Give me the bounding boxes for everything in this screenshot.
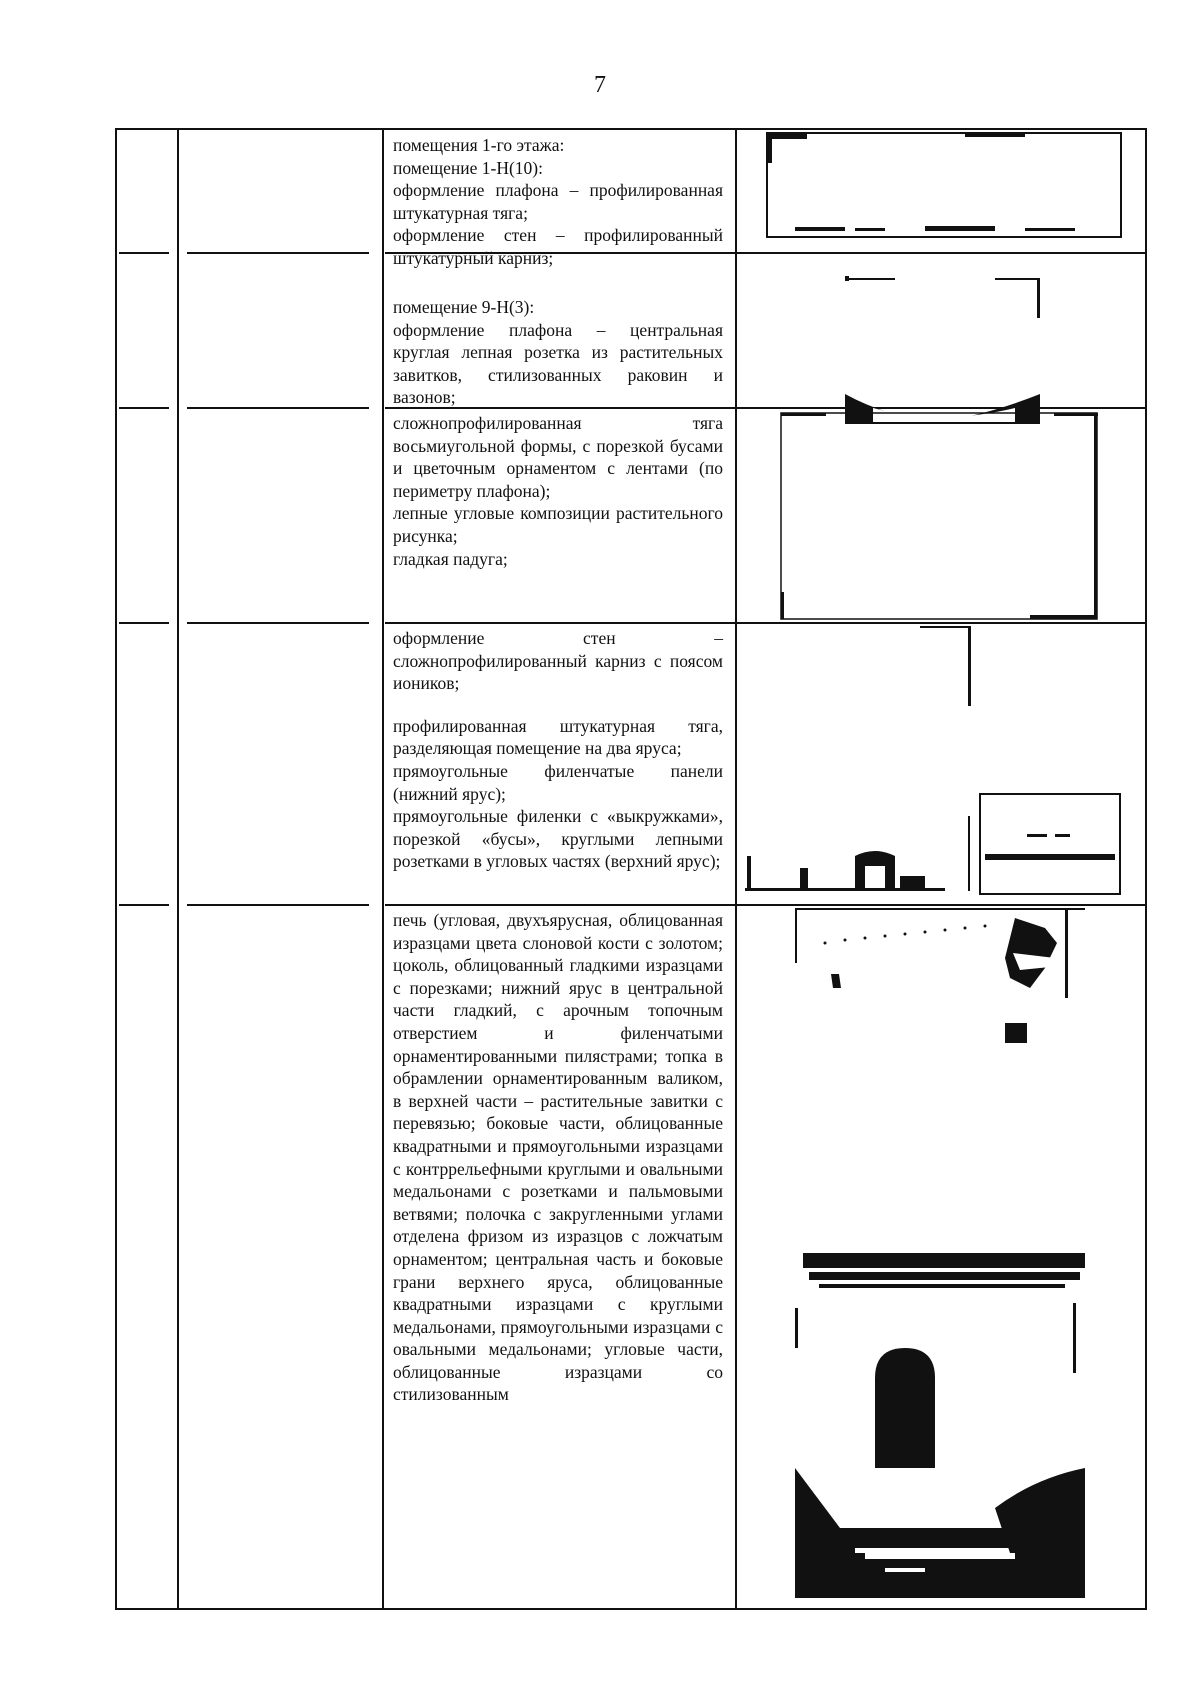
row-3-line-1: сложнопрофилированная тяга восьмиугольной формы, с порезкой бусами и цветочным орнаментом с лентами (по периметру плафона); <box>393 413 723 501</box>
object-description-table <box>115 128 1147 1610</box>
row-1-line-4: оформление стен – профилированный штукатурный карниз; <box>393 225 723 268</box>
ceiling-molding-photo <box>765 131 1125 241</box>
row-2-description <box>393 296 723 409</box>
row-3-line-2: лепные угловые композиции растительного рисунка; <box>393 503 723 546</box>
row-1-description <box>393 134 723 270</box>
column-divider-2 <box>382 128 384 1610</box>
row-1-line-3: оформление плафона – профилированная штукатурная тяга; <box>393 180 723 223</box>
column-divider-1 <box>177 128 179 1610</box>
row-4-line-1: оформление стен – сложнопрофилированный карниз с поясом иоников; <box>393 628 723 694</box>
row-4-line-3: прямоугольные филенчатые панели (нижний ярус); <box>393 760 723 804</box>
row-3-line-3: гладкая падуга; <box>393 548 508 569</box>
row-4-line-2: профилированная штукатурная тяга, разделяющая помещение на два яруса; <box>393 715 723 759</box>
row-2-line-1: помещение 9-Н(3): <box>393 297 535 317</box>
octagonal-molding-photo <box>780 412 1100 622</box>
row-4-description <box>393 627 723 873</box>
row-3-description <box>393 412 723 570</box>
row-1-line-2: помещение 1-Н(10): <box>393 157 543 178</box>
row-4-line-4: прямоугольные филенки с «выкружками», порезкой «бусы», круглыми лепными розетками в угловых частях (верхний ярус); <box>393 806 723 872</box>
tiled-stove-photo <box>795 908 1095 1598</box>
page-number: 7 <box>594 72 606 98</box>
ceiling-rosette-photo <box>845 276 1045 426</box>
column-divider-3 <box>735 128 737 1610</box>
wall-cornice-photo <box>745 626 1145 896</box>
row-5-description <box>393 909 723 1406</box>
row-2-line-2: оформление плафона – центральная круглая лепная розетка из растительных завитков, стилизованных раковин и вазонов; <box>393 319 723 408</box>
row-5-line-1: печь (угловая, двухъярусная, облицованная изразцами цвета слоновой кости с золотом; цоколь, облицованный гладкими изразцами с порезками; нижний ярус в центральной части гладкий, с арочным топочным отверстием и филенчатыми орнаментированными пилястрами; топка в обрамлении орнаментированным валиком, в верхней части – растительные завитки с перевязью; боковые части, облицованные квадратными и прямоугольными изразцами с контррельефными круглыми и овальными медальонами с розетками и пальмовыми ветвями; полочка с закругленными углами отделена фризом из изразцов с ложчатым орнаментом; центральная часть и боковые грани верхнего яруса, облицованные квадратными изразцами с круглыми медальонами, прямоугольными изразцами с овальными медальонами; угловые части, облицованные изразцами со стилизованным <box>393 910 723 1405</box>
row-1-line-1: помещения 1-го этажа: <box>393 135 565 155</box>
